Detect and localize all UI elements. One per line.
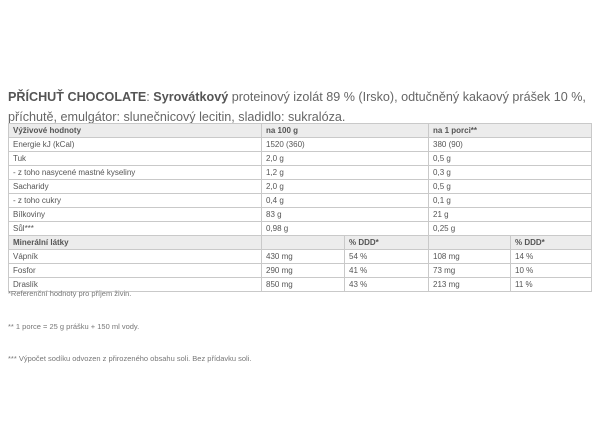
table-row [9,180,592,194]
value-per-100g: 0,4 g [262,194,429,208]
table-row [9,264,592,278]
flavor-separator: : [146,89,154,104]
table-row [9,250,592,264]
value-per-100g: 2,0 g [262,152,429,166]
nutrient-name: - z toho cukry [9,194,262,208]
mineral-name: Vápník [9,250,262,264]
value-per-portion: 0,3 g [429,166,592,180]
header-cell: % DDD* [345,236,429,250]
ddd-per-100g: 43 % [345,278,429,292]
table-row [9,222,592,236]
header-cell: % DDD* [511,236,592,250]
nutrition-table [8,123,592,292]
ingredients-rest: proteinový izolát 89 % (Irsko), odtučněný kakaový prášek 10 %, příchutě, emulgátor: slunečnicový lecitin, sladidlo: sukralóza. [8,89,586,124]
flavor-label: PŘÍCHUŤ CHOCOLATE [8,89,147,104]
header-cell: na 100 g [262,124,429,138]
nutrient-name: Tuk [9,152,262,166]
value-per-portion: 213 mg [429,278,511,292]
nutrition-header-row [9,124,592,138]
mineral-name: Fosfor [9,264,262,278]
nutrient-name: Bílkoviny [9,208,262,222]
value-per-portion: 108 mg [429,250,511,264]
value-per-portion: 0,5 g [429,180,592,194]
table-row [9,208,592,222]
value-per-portion: 0,1 g [429,194,592,208]
main-ingredient: Syrovátkový [153,89,229,104]
ddd-per-portion: 14 % [511,250,592,264]
value-per-portion: 73 mg [429,264,511,278]
table-row [9,194,592,208]
ddd-per-100g: 54 % [345,250,429,264]
header-cell [429,236,511,250]
value-per-100g: 0,98 g [262,222,429,236]
header-cell [262,236,345,250]
value-per-100g: 430 mg [262,250,345,264]
footnote-sodium: *** Výpočet sodíku odvozen z přirozeného obsahu soli. Bez přídavku soli. [8,354,252,363]
table-row [9,138,592,152]
footnote-reference-values: *Referenční hodnoty pro příjem živin. [8,289,132,298]
table-row [9,166,592,180]
nutrient-name: Sacharidy [9,180,262,194]
value-per-100g: 290 mg [262,264,345,278]
value-per-portion: 0,5 g [429,152,592,166]
ddd-per-portion: 11 % [511,278,592,292]
ddd-per-portion: 10 % [511,264,592,278]
nutrient-name: Energie kJ (kCal) [9,138,262,152]
value-per-100g: 83 g [262,208,429,222]
value-per-portion: 0,25 g [429,222,592,236]
value-per-portion: 380 (90) [429,138,592,152]
header-cell: Minerální látky [9,236,262,250]
header-cell: Výživové hodnoty [9,124,262,138]
minerals-header-row [9,236,592,250]
nutrient-name: - z toho nasycené mastné kyseliny [9,166,262,180]
value-per-100g: 2,0 g [262,180,429,194]
value-per-portion: 21 g [429,208,592,222]
mineral-name: Draslík [9,278,262,292]
table-row [9,152,592,166]
header-cell: na 1 porci** [429,124,592,138]
value-per-100g: 850 mg [262,278,345,292]
footnote-portion: ** 1 porce = 25 g prášku + 150 ml vody. [8,322,140,331]
nutrient-name: Sůl*** [9,222,262,236]
ingredients-text [8,87,588,127]
ddd-per-100g: 41 % [345,264,429,278]
value-per-100g: 1520 (360) [262,138,429,152]
value-per-100g: 1,2 g [262,166,429,180]
